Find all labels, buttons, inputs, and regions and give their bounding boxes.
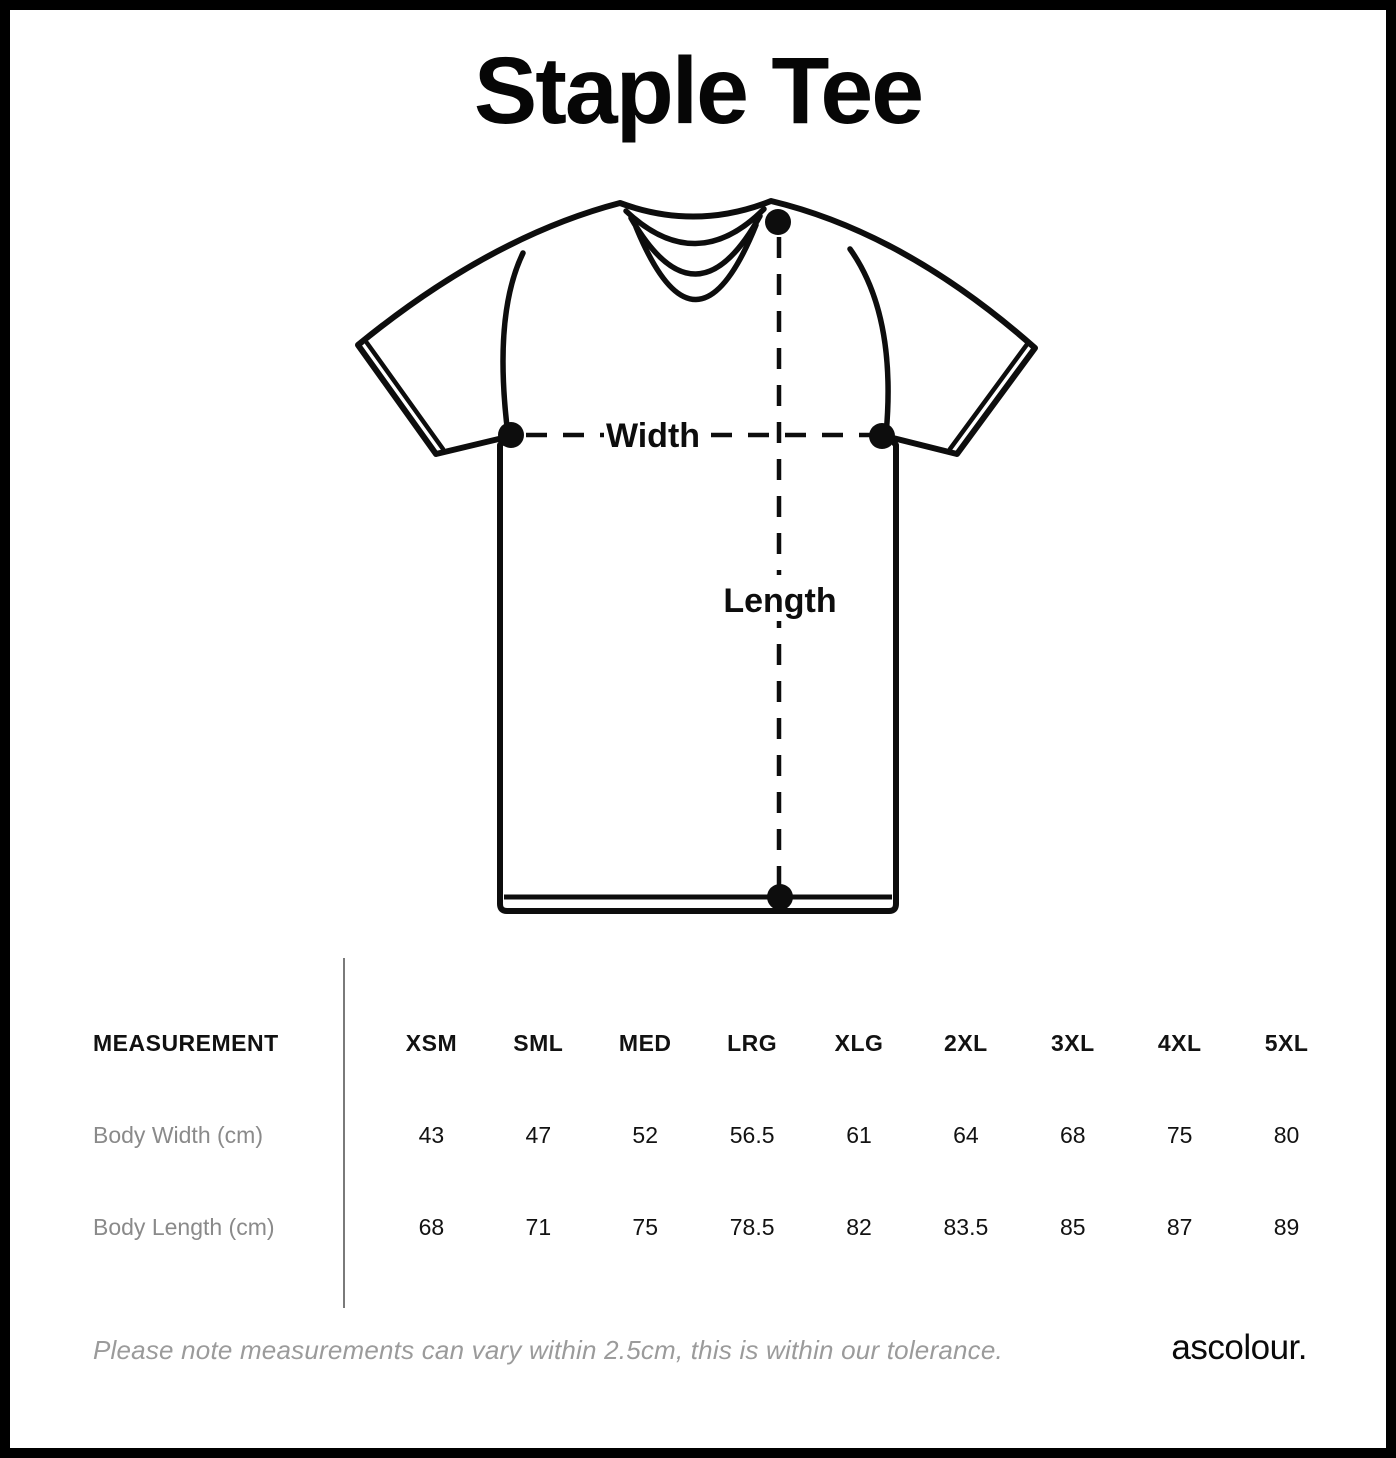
table-cell: 78.5 [729, 1213, 775, 1240]
table-cell: 61 [846, 1121, 872, 1148]
size-header-lrg: LRG [727, 1029, 778, 1056]
length-label: Length [723, 582, 837, 620]
table-header-row [93, 1028, 1340, 1058]
size-header-sml: SML [513, 1029, 564, 1056]
table-cell: 75 [1166, 1121, 1193, 1148]
tee-diagram [330, 185, 1070, 930]
table-cell: 85 [1059, 1213, 1086, 1240]
tee-body-outline [358, 201, 1035, 911]
width-label: Width [605, 417, 701, 455]
footer [93, 1328, 1307, 1368]
table-row-body-length [93, 1212, 1340, 1242]
measurement-header: MEASUREMENT [93, 1029, 279, 1056]
table-row-body-width [93, 1120, 1340, 1150]
body-width-cells [378, 1122, 1340, 1149]
size-header-med: MED [618, 1029, 672, 1056]
size-header-5xl: 5XL [1264, 1029, 1309, 1056]
table-cell: 52 [632, 1121, 659, 1148]
size-header-2xl: 2XL [944, 1029, 988, 1056]
size-header-xlg: XLG [834, 1029, 884, 1056]
measure-point-dot-hem [767, 884, 793, 910]
measure-point-dot-neck [765, 209, 791, 235]
table-cell: 64 [953, 1121, 979, 1148]
brand-logo: ascolour. [1171, 1328, 1307, 1367]
row-label-body-width: Body Width (cm) [93, 1121, 263, 1148]
size-header-cells [378, 1030, 1340, 1057]
table-cell: 75 [632, 1213, 659, 1240]
table-cell: 71 [525, 1213, 552, 1240]
measure-point-dot-underarm-right [869, 423, 895, 449]
page-title: Staple Tee [473, 38, 923, 144]
measure-point-dot-underarm-left [498, 422, 524, 448]
row-label-body-length: Body Length (cm) [93, 1213, 275, 1240]
table-cell: 68 [1059, 1121, 1086, 1148]
table-cell: 47 [525, 1121, 552, 1148]
tolerance-note: Please note measurements can vary within 2.5cm, this is within our tolerance. [93, 1335, 1003, 1365]
table-cell: 80 [1273, 1121, 1300, 1148]
table-cell: 89 [1273, 1213, 1300, 1240]
table-cell: 82 [846, 1213, 872, 1240]
table-cell: 87 [1166, 1213, 1193, 1240]
size-header-4xl: 4XL [1157, 1029, 1202, 1056]
page-content [10, 10, 1386, 1448]
body-length-cells [378, 1214, 1340, 1241]
table-cell: 43 [418, 1121, 445, 1148]
size-header-3xl: 3XL [1050, 1029, 1095, 1056]
table-cell: 83.5 [943, 1213, 989, 1240]
size-header-xsm: XSM [405, 1029, 458, 1056]
table-cell: 56.5 [729, 1121, 775, 1148]
table-cell: 68 [418, 1213, 445, 1240]
